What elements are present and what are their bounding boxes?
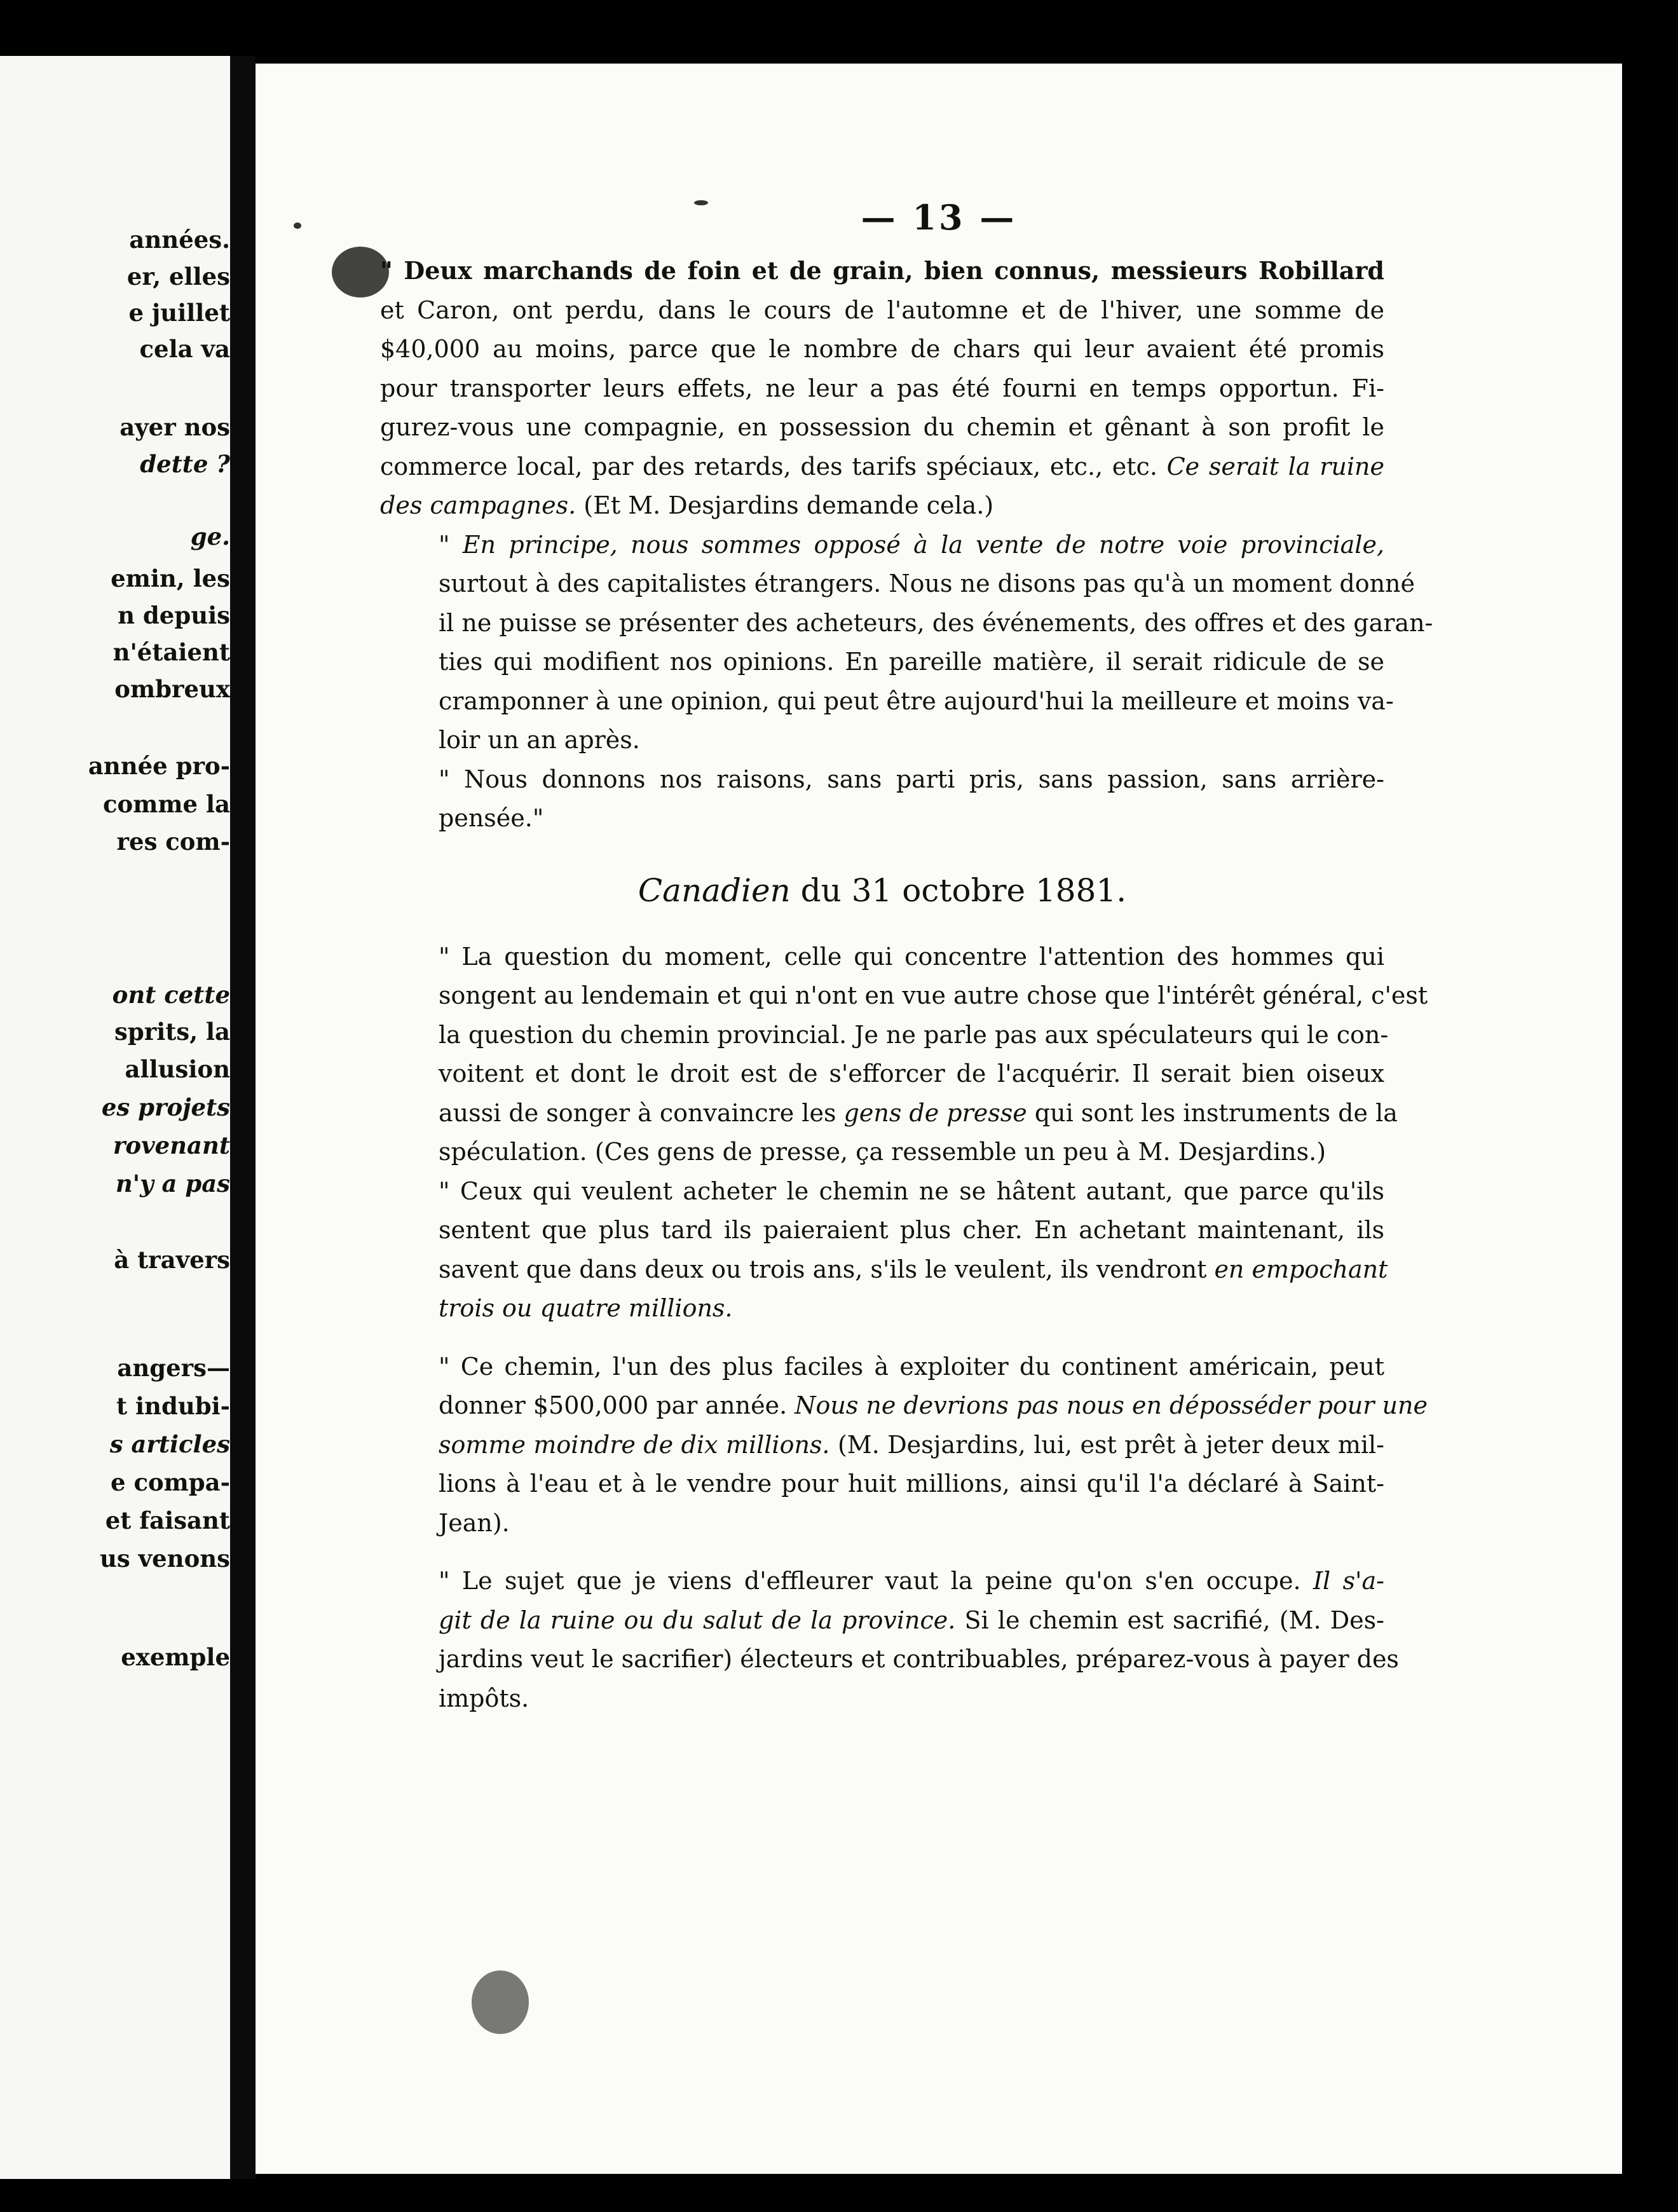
left-page-fragment: us venons	[100, 1545, 230, 1573]
text-line	[380, 1250, 1388, 1290]
text-segment: il ne puisse se présenter des acheteurs, des événements, des offres et des garan-	[439, 608, 1433, 637]
heading-date: du 31 octobre 1881.	[790, 871, 1127, 909]
text-segment: " La question du moment, celle qui concentre l'attention des hommes qui	[439, 942, 1384, 971]
left-page-fragment: ombreux	[114, 675, 230, 703]
text-segment: pour transporter leurs effets, ne leur a pas été fourni en temps opportun. Fi-	[380, 374, 1384, 402]
text-line	[380, 1172, 1384, 1212]
text-line	[380, 330, 1384, 369]
section-heading	[380, 871, 1384, 910]
text-segment: surtout à des capitalistes étrangers. Nous ne disons pas qu'à un moment donné	[439, 570, 1415, 597]
text-line	[380, 760, 1384, 800]
text-line	[380, 1289, 1384, 1328]
left-page-fragment: es projets	[101, 1093, 230, 1121]
ink-smudge	[472, 1970, 529, 2034]
page-number: — 13 —	[861, 197, 1017, 238]
heading-newspaper-name: Canadien	[638, 871, 791, 909]
text-segment: trois ou quatre millions.	[439, 1294, 733, 1322]
left-page-fragment: dette ?	[140, 450, 230, 478]
text-line	[380, 251, 1384, 291]
left-page-fragment: année pro-	[88, 752, 230, 780]
text-segment: donner $500,000 par année.	[439, 1391, 795, 1419]
text-segment: des campagnes.	[380, 491, 576, 519]
left-page-fragment: et faisant	[105, 1506, 230, 1534]
text-segment: spéculation. (Ces gens de presse, ça ressemble un peu à M. Desjardins.)	[439, 1138, 1327, 1166]
gutter	[230, 56, 256, 2179]
text-segment: savent que dans deux ou trois ans, s'ils le veulent, ils vendront	[439, 1255, 1215, 1283]
left-page-fragment: n'étaient	[113, 638, 230, 666]
speck	[694, 200, 708, 205]
paragraph	[380, 1348, 1428, 1543]
text-line	[380, 1348, 1384, 1387]
left-page-fragment: sprits, la	[114, 1018, 230, 1046]
right-page	[256, 64, 1622, 2174]
text-line	[380, 408, 1384, 447]
text-segment: " Ceux qui veulent acheter le chemin ne se hâtent autant, que parce qu'ils	[439, 1177, 1384, 1205]
text-segment: $40,000 au moins, parce que le nombre de chars qui leur avaient été promis	[380, 335, 1384, 363]
text-segment: " Ce chemin, l'un des plus faciles à exploiter du continent américain, peut	[439, 1352, 1384, 1381]
text-line	[380, 721, 1384, 760]
text-line	[380, 291, 1384, 331]
text-segment: "	[439, 530, 463, 559]
text-segment: aussi de songer à convaincre les	[439, 1098, 844, 1127]
left-page-fragment: rovenant	[113, 1131, 230, 1159]
paragraph	[380, 526, 1433, 760]
left-page-fragment: angers—	[117, 1354, 230, 1382]
left-page-fragment: t indubi-	[116, 1392, 230, 1420]
text-line	[380, 526, 1384, 565]
text-line	[380, 1504, 1384, 1543]
text-line	[380, 976, 1428, 1016]
text-segment: (M. Desjardins, lui, est prêt à jeter deux mil-	[829, 1430, 1384, 1459]
text-line	[380, 369, 1384, 409]
left-page-fragment: exemple	[121, 1643, 230, 1671]
text-line	[380, 1601, 1384, 1641]
text-segment: Si le chemin est sacrifié, (M. Des-	[955, 1606, 1384, 1634]
text-segment: la question du chemin provincial. Je ne parle pas aux spéculateurs qui le con-	[439, 1020, 1389, 1049]
left-page-fragment: e juillet	[128, 299, 230, 327]
text-line	[380, 1094, 1398, 1133]
left-page-fragment: ont cette	[112, 981, 230, 1009]
left-page-fragment: années.	[129, 226, 230, 254]
text-segment: cramponner à une opinion, qui peut être aujourd'hui la meilleure et moins va-	[439, 686, 1394, 715]
left-page-fragment: n depuis	[118, 601, 230, 629]
text-line	[380, 564, 1415, 604]
text-line	[380, 1562, 1384, 1601]
left-page-fragment: n'y a pas	[115, 1170, 230, 1198]
text-segment: commerce local, par des retards, des tarifs spéciaux, etc., etc.	[380, 452, 1167, 481]
text-segment: voitent et dont le droit est de s'efforcer de l'acquérir. Il serait bien oiseux	[439, 1060, 1384, 1088]
left-page	[0, 56, 230, 2179]
left-page-fragment: ge.	[190, 522, 230, 550]
paragraph	[380, 251, 1384, 526]
text-segment: pensée."	[439, 804, 544, 832]
left-page-fragment: res com-	[116, 828, 230, 856]
left-page-fragment: cela va	[139, 335, 230, 363]
text-segment: Il s'a-	[1313, 1567, 1384, 1595]
text-line	[380, 682, 1394, 721]
text-segment: " Deux marchands de foin et de grain, bien connus, messieurs Robillard	[380, 256, 1384, 285]
left-page-fragment: à travers	[114, 1246, 230, 1274]
body-text	[380, 251, 1433, 1718]
paragraph	[380, 760, 1384, 838]
left-page-fragment: emin, les	[111, 564, 230, 592]
text-segment: (Et M. Desjardins demande cela.)	[576, 491, 994, 519]
text-segment: Jean).	[439, 1508, 510, 1537]
text-segment: gens de presse	[843, 1098, 1027, 1127]
text-line	[380, 1679, 1384, 1719]
text-segment: " Le sujet que je viens d'effleurer vaut la peine qu'on s'en occupe.	[439, 1567, 1313, 1595]
text-segment: en empochant	[1214, 1255, 1388, 1283]
paragraph	[380, 1172, 1388, 1328]
text-line	[380, 1133, 1384, 1172]
text-line	[380, 938, 1384, 977]
text-line	[380, 604, 1433, 643]
text-segment: lions à l'eau et à le vendre pour huit millions, ainsi qu'il l'a déclaré à Saint-	[439, 1470, 1384, 1498]
left-page-fragment: s articles	[109, 1430, 230, 1458]
text-line	[380, 1211, 1384, 1250]
speck	[294, 222, 301, 229]
text-line	[380, 1055, 1384, 1094]
text-line	[380, 1016, 1389, 1055]
left-page-fragment: e compa-	[111, 1468, 230, 1496]
left-page-fragment: comme la	[103, 790, 230, 818]
left-page-fragment: ayer nos	[119, 413, 230, 441]
text-segment: Ce serait la ruine	[1166, 452, 1384, 481]
text-segment: gurez-vous une compagnie, en possession du chemin et gênant à son profit le	[380, 413, 1384, 441]
text-line	[380, 1640, 1399, 1679]
text-segment: ties qui modifient nos opinions. En pareille matière, il serait ridicule de se	[439, 648, 1384, 676]
text-line	[380, 1386, 1428, 1426]
text-segment: En principe, nous sommes opposé à la vente de notre voie provinciale,	[462, 530, 1385, 559]
left-page-fragment: allusion	[125, 1055, 230, 1083]
text-segment: loir un an après.	[439, 726, 640, 754]
text-segment: songent au lendemain et qui n'ont en vue autre chose que l'intérêt général, c'est	[439, 981, 1428, 1009]
text-line	[380, 643, 1384, 682]
text-line	[380, 447, 1384, 487]
right-edge	[1622, 0, 1678, 2212]
text-segment: somme moindre de dix millions.	[439, 1430, 830, 1459]
text-segment: " Nous donnons nos raisons, sans parti pris, sans passion, sans arrière-	[439, 765, 1384, 793]
text-line	[380, 799, 1384, 838]
text-segment: et Caron, ont perdu, dans le cours de l'automne et de l'hiver, une somme de	[380, 296, 1384, 324]
text-line	[380, 1426, 1384, 1465]
text-segment: Nous ne devrions pas nous en déposséder pour une	[795, 1391, 1428, 1419]
text-segment: git de la ruine ou du salut de la province.	[439, 1606, 956, 1634]
text-line	[380, 1464, 1384, 1504]
text-segment: qui sont les instruments de la	[1027, 1098, 1398, 1127]
text-line	[380, 486, 1384, 526]
left-page-fragment: er, elles	[126, 263, 230, 290]
text-segment: impôts.	[439, 1684, 529, 1712]
paragraph	[380, 1562, 1399, 1718]
text-segment: jardins veut le sacrifier) électeurs et contribuables, préparez-vous à payer des	[439, 1645, 1399, 1673]
paragraph	[380, 938, 1428, 1172]
text-segment: sentent que plus tard ils paieraient plus cher. En achetant maintenant, ils	[439, 1216, 1384, 1244]
